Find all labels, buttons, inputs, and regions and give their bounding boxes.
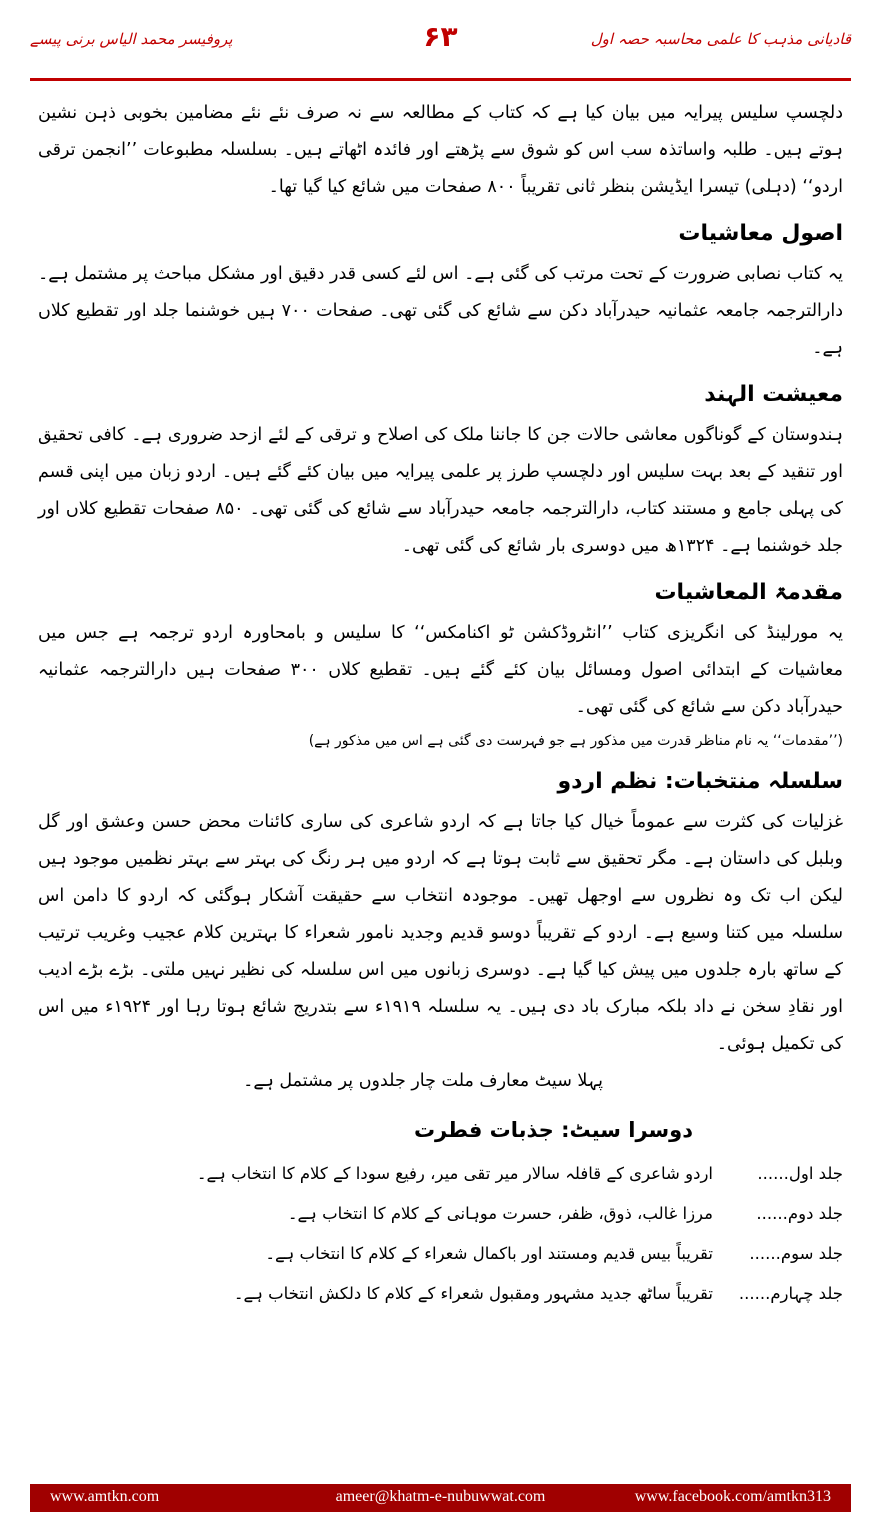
- volume-label: جلد دوم......: [756, 1204, 843, 1223]
- volume-desc: تقریباً بیس قدیم ومستند اور باکمال شعراء کے کلام کا انتخاب ہے۔: [265, 1244, 713, 1263]
- intro-paragraph: دلچسپ سلیس پیرایہ میں بیان کیا ہے کہ کتاب کے مطالعہ سے نہ صرف نئے نئے مضامین بخوبی ذہن نشین ہوتے ہیں۔ طلبہ واساتذہ سب اس کو شوق سے پڑھتے اور فائدہ اٹھاتے ہیں۔ بسلسلہ مطبوعات ’’انجمن ترقی اردو‘‘ (دہلی) تیسرا ایڈیشن بنظر ثانی تقریباً ۸۰۰ صفحات میں شائع کیا گیا تھا۔: [38, 103, 843, 197]
- volume-label: جلد اول......: [757, 1164, 843, 1183]
- section-heading-usool: اصول معاشیات: [678, 221, 843, 246]
- volume-row: [38, 1156, 843, 1192]
- volume-set-heading: دوسرا سیٹ: جذبات فطرت: [413, 1118, 693, 1142]
- page-body: [38, 95, 843, 1316]
- section-text-nazm: غزلیات کی کثرت سے عموماً خیال کیا جاتا ہے کہ اردو شاعری کی ساری کائنات محض حسن وعشق اور گل وبلبل کی داستان ہے۔ مگر تحقیق سے ثابت ہوتا ہے کہ اردو میں ہر رنگ کی بہتر سے بہتر نظمیں موجود ہیں لیکن اب تک وہ نظروں سے اوجھل تھیں۔ موجودہ انتخاب سے حقیقت آشکار ہوگئی کہ اردو کا دامن اس سلسلہ میں کتنا وسیع ہے۔ اردو کے تقریباً دوسو قدیم وجدید نامور شعراء کا بہترین کلام عجیب وغریب ترتیب کے ساتھ بارہ جلدوں میں پیش کیا گیا ہے۔ دوسری زبانوں میں اس سلسلہ کی نظیر نہیں ملتی۔ بڑے بڑے ادیب اور نقادِ سخن نے داد بلکہ مبارک باد دی ہیں۔ یہ سلسلہ ۱۹۱۹ء سے بتدریج شائع ہوتا رہا اور ۱۹۲۴ء میں اس کی تکمیل ہوئی۔: [38, 812, 843, 1054]
- volume-desc: تقریباً ساٹھ جدید مشہور ومقبول شعراء کے کلام کا دلکش انتخاب ہے۔: [233, 1284, 713, 1303]
- first-set-line: پہلا سیٹ معارف ملت چار جلدوں پر مشتمل ہے۔: [243, 1071, 603, 1091]
- footer-facebook-link[interactable]: www.facebook.com/amtkn313: [634, 1488, 831, 1505]
- volume-row: [38, 1196, 843, 1232]
- volume-row: [38, 1236, 843, 1272]
- volume-label: جلد سوم......: [749, 1244, 843, 1263]
- page-header: [30, 20, 851, 60]
- volume-row: [38, 1276, 843, 1312]
- section-text-muqaddima: یہ مورلینڈ کی انگریزی کتاب ’’انٹروڈکشن ٹو اکنامکس‘‘ کا سلیس و بامحاورہ اردو ترجمہ ہے جس میں معاشیات کے ابتدائی اصول ومسائل بیان کئے گئے ہیں۔ تقطیع کلاں ۳۰۰ صفحات ہیں دارالترجمہ عثمانیہ حیدرآباد دکن سے شائع کی گئی تھی۔: [38, 623, 843, 717]
- footer-email-link[interactable]: ameer@khatm-e-nubuwwat.com: [335, 1488, 546, 1505]
- volume-desc: اردو شاعری کے قافلہ سالار میر تقی میر، رفیع سودا کے کلام کا انتخاب ہے۔: [196, 1164, 713, 1183]
- header-divider: [30, 78, 851, 81]
- page-footer: [30, 1484, 851, 1512]
- footer-website-link[interactable]: www.amtkn.com: [50, 1488, 160, 1505]
- header-author: پروفیسر محمد الیاس برنی پیسے: [30, 30, 233, 48]
- section-text-usool: یہ کتاب نصابی ضرورت کے تحت مرتب کی گئی ہے۔ اس لئے کسی قدر دقیق اور مشکل مباحث پر مشتمل ہے۔ دارالترجمہ جامعہ عثمانیہ حیدرآباد دکن سے شائع کی گئی تھی۔ صفحات ۷۰۰ ہیں خوشنما جلد اور تقطیع کلاں ہے۔: [38, 264, 844, 358]
- section-note: (’’مقدمات‘‘ یہ نام مناظر قدرت میں مذکور ہے جو فہرست دی گئی ہے اس میں مذکور ہے): [308, 733, 843, 749]
- section-text-maishat: ہندوستان کے گوناگوں معاشی حالات جن کا جاننا ملک کی اصلاح و ترقی کے لئے ازحد ضروری ہے۔ کافی تحقیق اور تنقید کے بعد بہت سلیس اور دلچسپ طرز پر علمی پیرایہ میں بیان کئے گئے ہیں۔ اردو زبان میں اپنی قسم کی پہلی جامع و مستند کتاب، دارالترجمہ جامعہ حیدرآباد سے شائع کی گئی تھی۔ ۸۵۰ صفحات تقطیع کلاں اور جلد خوشنما ہے۔ ۱۳۲۴ھ میں دوسری بار شائع کی گئی تھی۔: [38, 425, 843, 556]
- page-number: ۶۳: [423, 20, 458, 53]
- section-heading-nazm: سلسلہ منتخبات: نظم اردو: [557, 769, 843, 794]
- header-book-title: قادیانی مذہب کا علمی محاسبہ حصہ اول: [590, 30, 851, 48]
- volume-label: جلد چہارم......: [738, 1284, 843, 1303]
- section-heading-maishat: معیشت الہند: [704, 382, 843, 407]
- section-heading-muqaddima: مقدمۃ المعاشیات: [654, 580, 843, 605]
- volume-desc: مرزا غالب، ذوق، ظفر، حسرت موہانی کے کلام کا انتخاب ہے۔: [287, 1204, 713, 1223]
